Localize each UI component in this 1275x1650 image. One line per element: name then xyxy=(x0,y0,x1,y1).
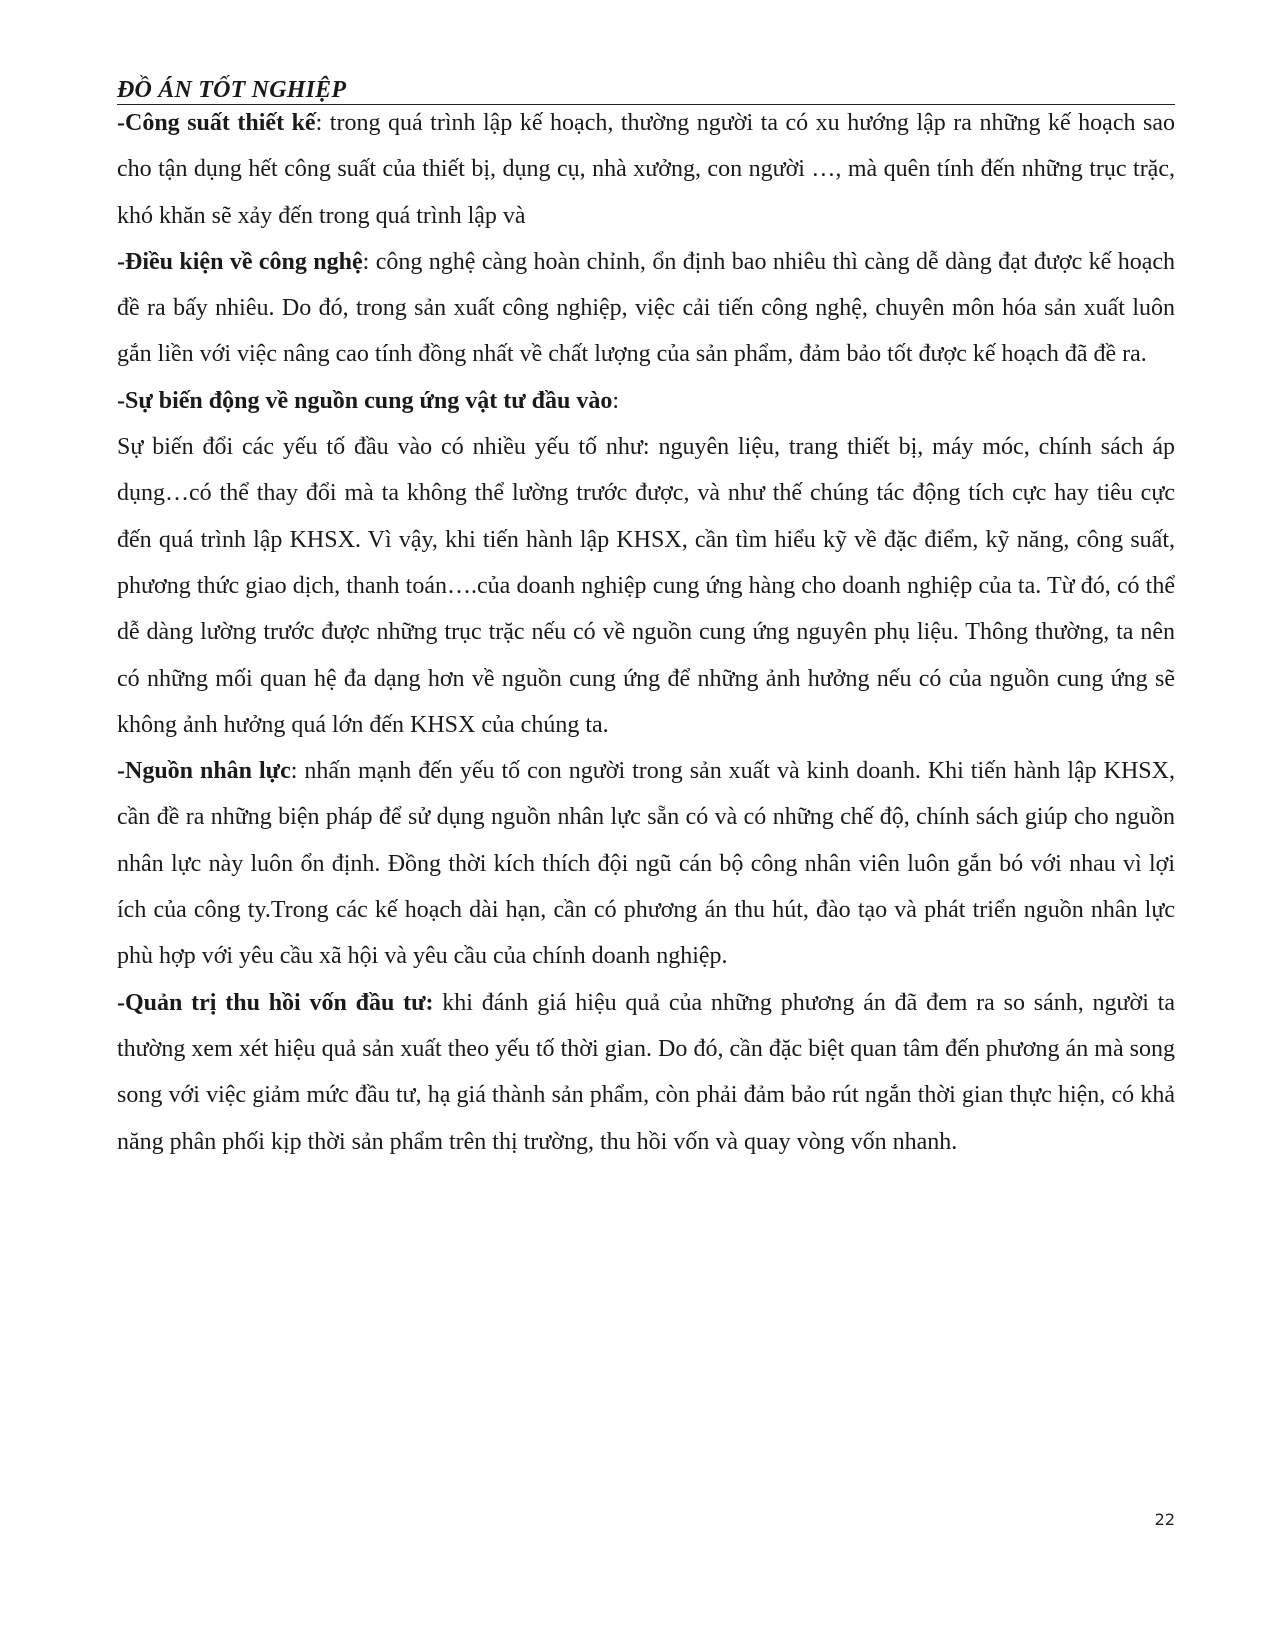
paragraph-input-supply-heading xyxy=(117,378,1175,424)
heading-separator: : xyxy=(612,387,619,414)
paragraph-human-resources xyxy=(117,748,1175,979)
paragraph-heading: -Điều kiện về công nghệ xyxy=(117,248,363,275)
heading-separator: : xyxy=(290,758,298,785)
heading-separator: : xyxy=(362,248,370,275)
paragraph-heading: -Công suất thiết kế xyxy=(117,110,316,136)
paragraph-text: Sự biến đổi các yếu tố đầu vào có nhiều yếu tố như: nguyên liệu, trang thiết bị, máy móc, chính sách áp dụng…có thể thay đổi mà ta không thể lường trước được, và như thế chúng tác động tích cực hay tiêu cực đến quá trình lập KHSX. Vì vậy, khi tiến hành lập KHSX, cần tìm hiểu kỹ về đặc điểm, kỹ năng, công suất, phương thức giao dịch, thanh toán….của doanh nghiệp cung ứng hàng cho doanh nghiệp của ta. Từ đó, có thể dễ dàng lường trước được những trục trặc nếu có về nguồn cung ứng nguyên phụ liệu. Thông thường, ta nên có những mối quan hệ đa dạng hơn về nguồn cung ứng để những ảnh hưởng nếu có của nguồn cung ứng sẽ không ảnh hưởng quá lớn đến KHSX của chúng ta. xyxy=(117,434,1175,738)
paragraph-input-supply-body xyxy=(117,424,1175,748)
paragraph-text: trong quá trình lập kế hoạch, thường người ta có xu hướng lập ra những kế hoạch sao cho tận dụng hết công suất của thiết bị, dụng cụ, nhà xưởng, con người …, mà quên tính đến những trục trặc, khó khăn sẽ xảy đến trong quá trình lập và xyxy=(117,110,1175,229)
page-body xyxy=(117,100,1175,1165)
paragraph-investment-recovery xyxy=(117,980,1175,1165)
paragraph-text: nhấn mạnh đến yếu tố con người trong sản xuất và kinh doanh. Khi tiến hành lập KHSX, cần đề ra những biện pháp để sử dụng nguồn nhân lực sẵn có và có những chế độ, chính sách giúp cho nguồn nhân lực này luôn ổn định. Đồng thời kích thích đội ngũ cán bộ công nhân viên luôn gắn bó với nhau vì lợi ích của công ty.Trong các kế hoạch dài hạn, cần có phương án thu hút, đào tạo và phát triển nguồn nhân lực phù hợp với yêu cầu xã hội và yêu cầu của chính doanh nghiệp. xyxy=(117,758,1175,970)
paragraph-text: khi đánh giá hiệu quả của những phương án đã đem ra so sánh, người ta thường xem xét hiệu quả sản xuất theo yếu tố thời gian. Do đó, cần đặc biệt quan tâm đến phương án mà song song với việc giảm mức đầu tư, hạ giá thành sản phẩm, còn phải đảm bảo rút ngắn thời gian thực hiện, có khả năng phân phối kịp thời sản phẩm trên thị trường, thu hồi vốn và quay vòng vốn nhanh. xyxy=(117,989,1175,1155)
paragraph-heading: -Nguồn nhân lực xyxy=(117,758,291,785)
page-number: 22 xyxy=(1154,1510,1175,1529)
paragraph-design-capacity xyxy=(117,100,1175,239)
paragraph-technology-conditions xyxy=(117,239,1175,378)
paragraph-text: công nghệ càng hoàn chỉnh, ổn định bao nhiêu thì càng dễ dàng đạt được kế hoạch đề ra bấy nhiêu. Do đó, trong sản xuất công nghiệp, việc cải tiến công nghệ, chuyên môn hóa sản xuất luôn gắn liền với việc nâng cao tính đồng nhất về chất lượng của sản phẩm, đảm bảo tốt được kế hoạch đã đề ra. xyxy=(117,248,1176,368)
paragraph-heading: -Quản trị thu hồi vốn đầu tư: xyxy=(117,989,434,1016)
document-title: ĐỒ ÁN TỐT NGHIỆP xyxy=(117,77,347,103)
heading-separator: : xyxy=(315,110,323,136)
paragraph-heading: -Sự biến động về nguồn cung ứng vật tư đầu vào xyxy=(117,387,613,414)
